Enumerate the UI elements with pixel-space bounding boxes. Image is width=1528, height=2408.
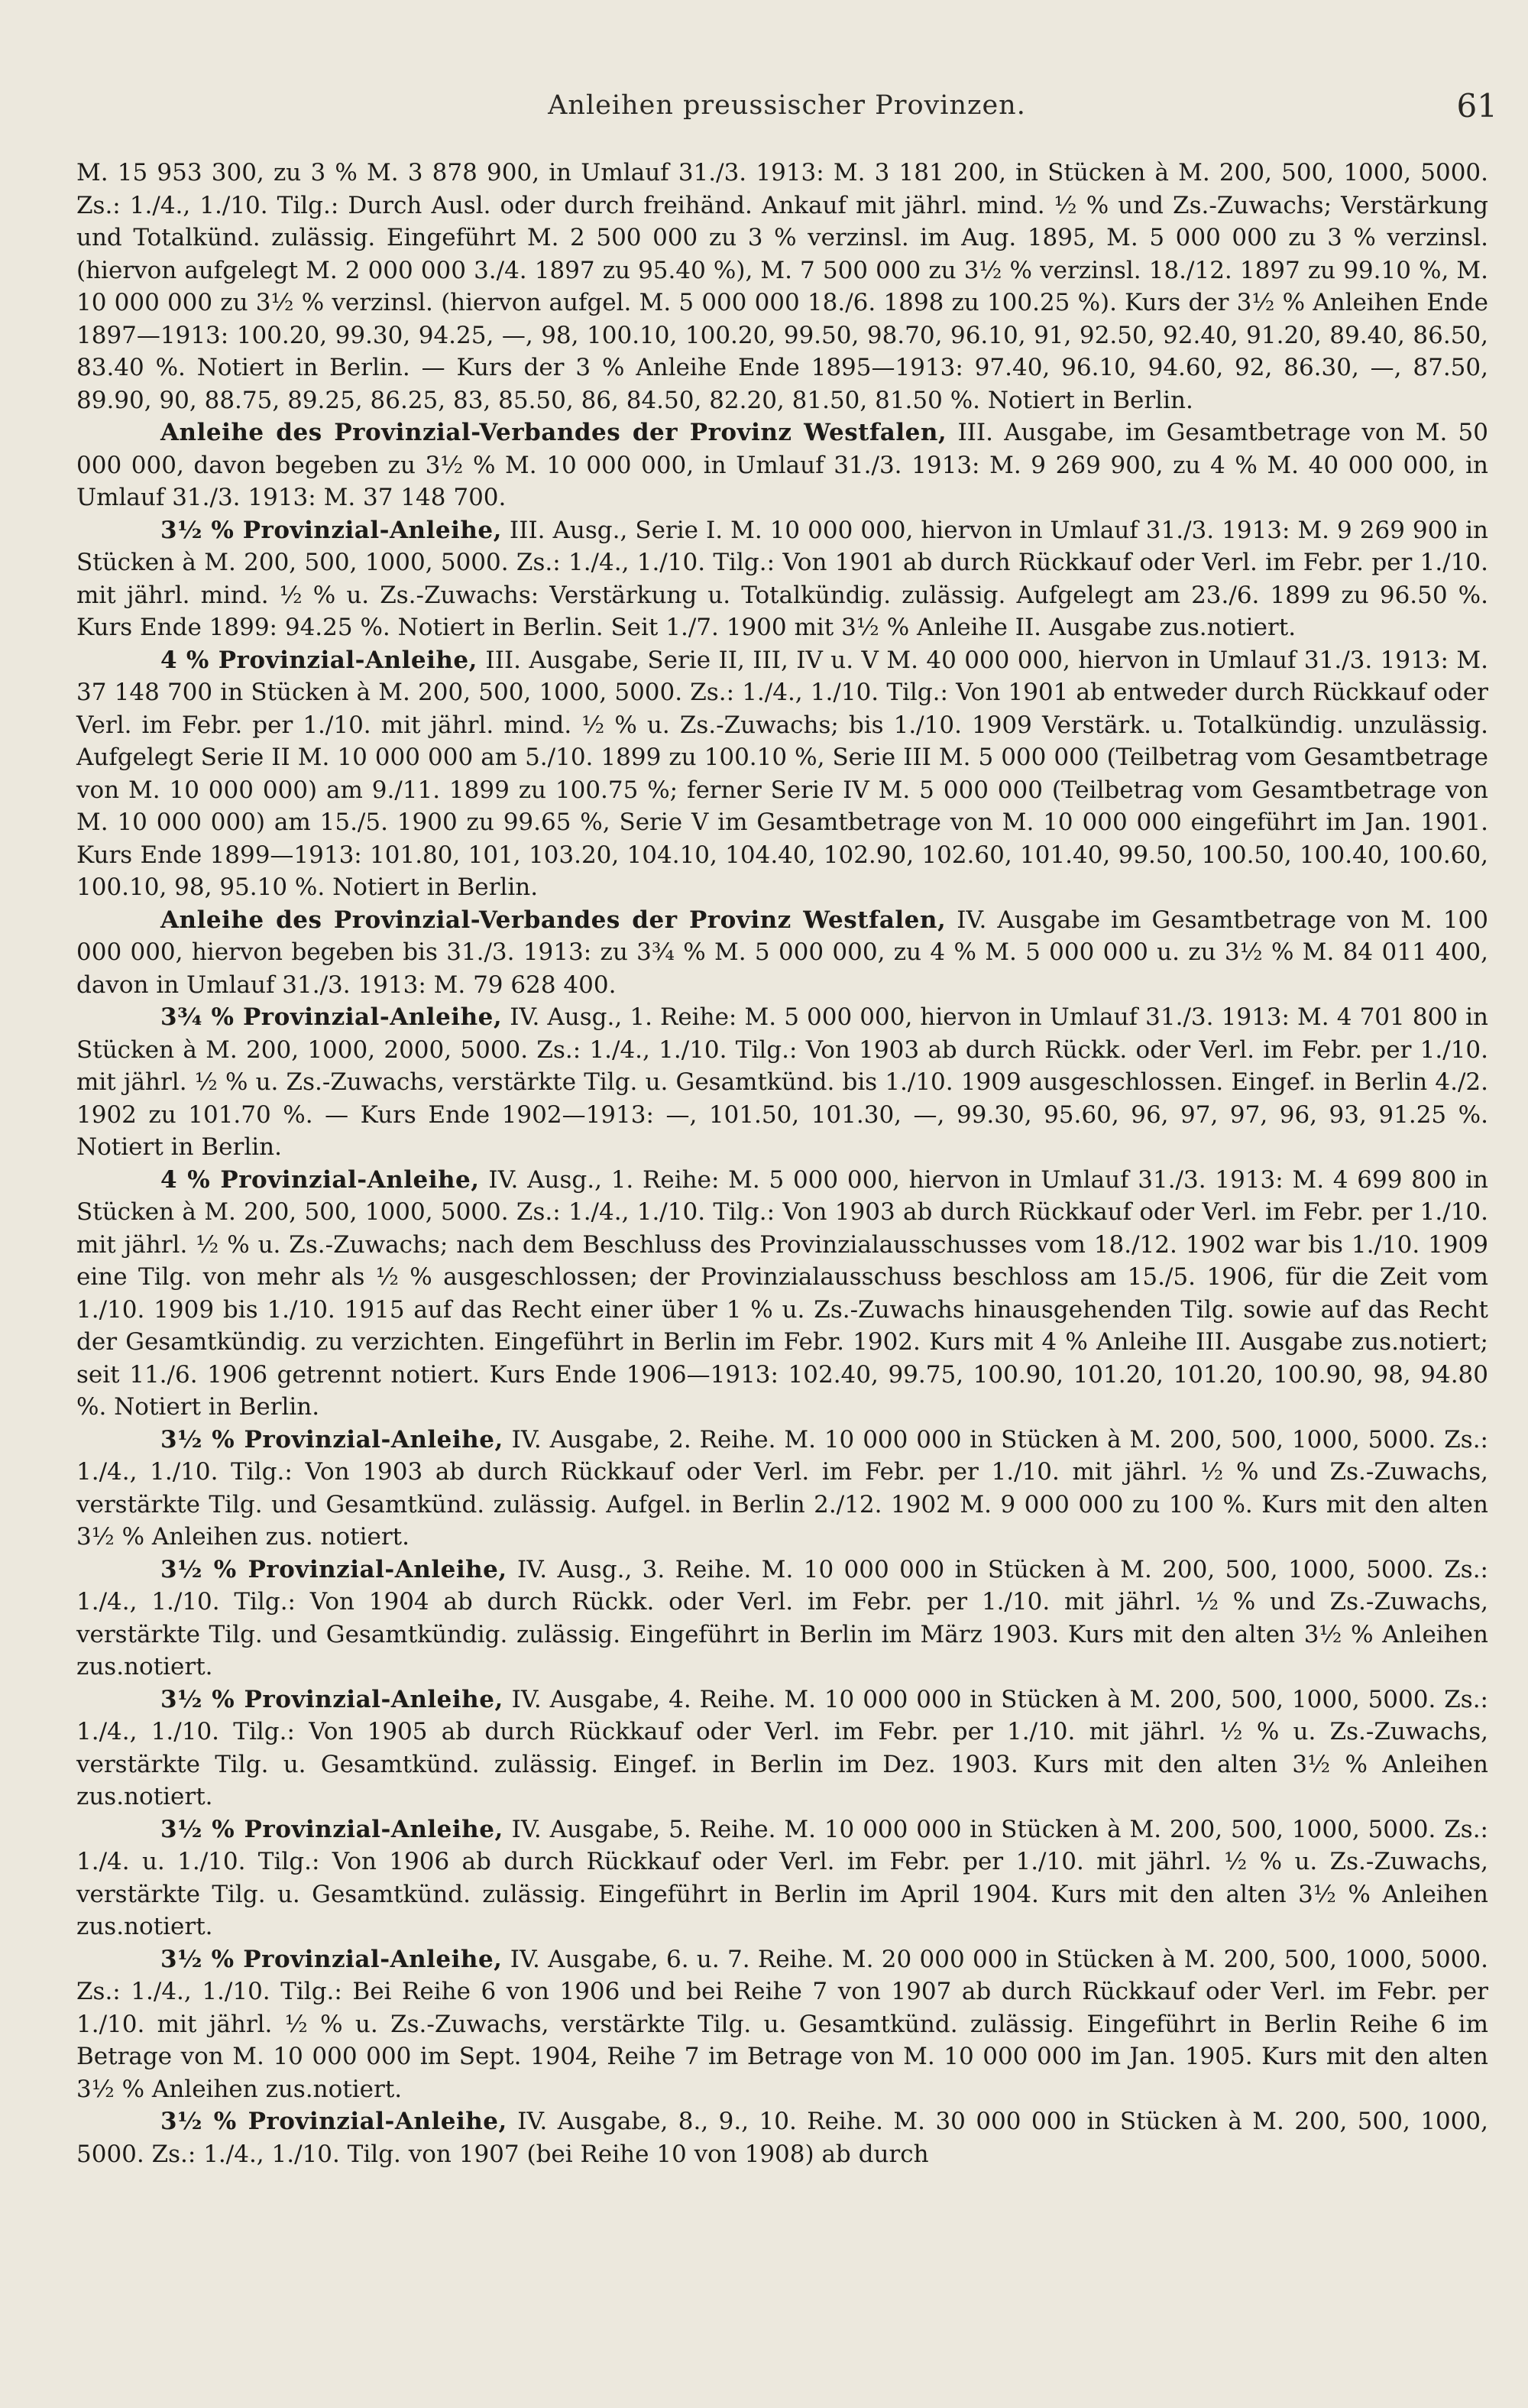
paragraph: [76, 1001, 1488, 1164]
paragraph-lead: 3½ % Provinzial-Anleihe,: [160, 1425, 503, 1454]
paragraph-text: IV. Ausg., 1. Reihe: M. 5 000 000, hiervon in Umlauf 31./3. 1913: M. 4 699 800 in Stücken à M. 200, 500, 1000, 5000. Zs.: 1./4., 1./10. Tilg.: Von 1903 ab durch Rückkauf oder Verl. im Febr. per 1./10. mit jährl. ½ % u. Zs.-Zuwachs; nach dem Beschluss des Provinzialausschusses vom 18./12. 1902 war bis 1./10. 1909 eine Tilg. von mehr als ½ % ausgeschlossen; der Provinzialausschuss beschloss am 15./5. 1906, für die Zeit vom 1./10. 1909 bis 1./10. 1915 auf das Recht einer über 1 % u. Zs.-Zuwachs hinausgehenden Tilg. sowie auf das Recht der Gesamtkündig. zu verzichten. Eingeführt in Berlin im Febr. 1902. Kurs mit 4 % Anleihe III. Ausgabe zus.notiert; seit 11./6. 1906 getrennt notiert. Kurs Ende 1906—1913: 102.40, 99.75, 100.90, 101.20, 101.20, 100.90, 98, 94.80 %. Notiert in Berlin.: [76, 1165, 1488, 1421]
paragraph-text: III. Ausg., Serie I. M. 10 000 000, hiervon in Umlauf 31./3. 1913: M. 9 269 900 in Stücken à M. 200, 500, 1000, 5000. Zs.: 1./4., 1./10. Tilg.: Von 1901 ab durch Rückkauf oder Verl. im Febr. per 1./10. mit jährl. mind. ½ % u. Zs.-Zuwachs: Verstärkung u. Totalkündig. zulässig. Aufgelegt am 23./6. 1899 zu 96.50 %. Kurs Ende 1899: 94.25 %. Notiert in Berlin. Seit 1./7. 1900 mit 3½ % Anleihe II. Ausgabe zus.notiert.: [76, 516, 1488, 641]
body-text: [76, 157, 1488, 2170]
paragraph-lead: 3¾ % Provinzial-Anleihe,: [160, 1003, 503, 1031]
paragraph: [76, 416, 1488, 514]
running-title: Anleihen preussischer Provinzen.: [548, 90, 1026, 121]
paragraph-lead: 4 % Provinzial-Anleihe,: [160, 646, 478, 674]
paragraph-text: IV. Ausgabe, 4. Reihe. M. 10 000 000 in Stücken à M. 200, 500, 1000, 5000. Zs.: 1./4., 1./10. Tilg.: Von 1905 ab durch Rückkauf oder Verl. im Febr. per 1./10. mit jährl. ½ % u. Zs.-Zuwachs, verstärkte Tilg. u. Gesamtkünd. zulässig. Eingef. in Berlin im Dez. 1903. Kurs mit den alten 3½ % Anleihen zus.notiert.: [76, 1685, 1488, 1810]
paragraph-text: IV. Ausgabe im Gesamtbetrage von M. 100 000 000, hiervon begeben bis 31./3. 1913: zu 3¾ % M. 5 000 000, zu 4 % M. 5 000 000 u. zu 3½ % M. 84 011 400, davon in Umlauf 31./3. 1913: M. 79 628 400.: [76, 906, 1488, 999]
page-number: 61: [1456, 87, 1497, 125]
paragraph: [76, 2105, 1488, 2170]
paragraph: [76, 1554, 1488, 1684]
paragraph-lead: 3½ % Provinzial-Anleihe,: [160, 1815, 503, 1843]
paragraph-text: IV. Ausgabe, 6. u. 7. Reihe. M. 20 000 000 in Stücken à M. 200, 500, 1000, 5000. Zs.: 1./4., 1./10. Tilg.: Bei Reihe 6 von 1906 und bei Reihe 7 von 1907 ab durch Rückkauf oder Verl. im Febr. per 1./10. mit jährl. ½ % u. Zs.-Zuwachs, verstärkte Tilg. u. Gesamtkünd. zulässig. Eingeführt in Berlin Reihe 6 im Betrage von M. 10 000 000 im Sept. 1904, Reihe 7 im Betrage von M. 10 000 000 im Jan. 1905. Kurs mit den alten 3½ % Anleihen zus.notiert.: [76, 1945, 1488, 2103]
paragraph-lead: 3½ % Provinzial-Anleihe,: [160, 2108, 507, 2135]
paragraph-text: III. Ausgabe, Serie II, III, IV u. V M. 40 000 000, hiervon in Umlauf 31./3. 1913: M. 37 148 700 in Stücken à M. 200, 500, 1000, 5000. Zs.: 1./4., 1./10. Tilg.: Von 1901 ab entweder durch Rückkauf oder Verl. im Febr. per 1./10. mit jährl. mind. ½ % u. Zs.-Zuwachs; bis 1./10. 1909 Verstärk. u. Totalkündig. unzulässig. Aufgelegt Serie II M. 10 000 000 am 5./10. 1899 zu 100.10 %, Serie III M. 5 000 000 (Teilbetrag vom Gesamtbetrage von M. 10 000 000) am 9./11. 1899 zu 100.75 %; ferner Serie IV M. 5 000 000 (Teilbetrag vom Gesamtbetrage von M. 10 000 000) am 15./5. 1900 zu 99.65 %, Serie V im Gesamtbetrage von M. 10 000 000 eingeführt im Jan. 1901. Kurs Ende 1899—1913: 101.80, 101, 103.20, 104.10, 104.40, 102.90, 102.60, 101.40, 99.50, 100.50, 100.40, 100.60, 100.10, 98, 95.10 %. Notiert in Berlin.: [76, 646, 1488, 901]
paragraph-text: IV. Ausg., 1. Reihe: M. 5 000 000, hiervon in Umlauf 31./3. 1913: M. 4 701 800 in Stücken à M. 200, 1000, 2000, 5000. Zs.: 1./4., 1./10. Tilg.: Von 1903 ab durch Rückk. oder Verl. im Febr. per 1./10. mit jährl. ½ % u. Zs.-Zuwachs, verstärkte Tilg. u. Gesamtkünd. bis 1./10. 1909 ausgeschlossen. Eingef. in Berlin 4./2. 1902 zu 101.70 %. — Kurs Ende 1902—1913: —, 101.50, 101.30, —, 99.30, 95.60, 96, 97, 97, 96, 93, 91.25 %. Notiert in Berlin.: [76, 1003, 1489, 1161]
paragraph-lead: 3½ % Provinzial-Anleihe,: [160, 1685, 503, 1713]
paragraph-lead: 3½ % Provinzial-Anleihe,: [160, 1945, 503, 1973]
paragraph-lead: 4 % Provinzial-Anleihe,: [160, 1165, 480, 1194]
page-header: [76, 87, 1497, 136]
paragraph-lead: 3½ % Provinzial-Anleihe,: [160, 1555, 507, 1583]
paragraph: [76, 157, 1488, 416]
paragraph: [76, 1684, 1488, 1813]
paragraph-text: IV. Ausgabe, 2. Reihe. M. 10 000 000 in Stücken à M. 200, 500, 1000, 5000. Zs.: 1./4., 1./10. Tilg.: Von 1903 ab durch Rückkauf oder Verl. im Febr. per 1./10. mit jährl. ½ % und Zs.-Zuwachs, verstärkte Tilg. und Gesamtkünd. zulässig. Aufgel. in Berlin 2./12. 1902 M. 9 000 000 zu 100 %. Kurs mit den alten 3½ % Anleihen zus. notiert.: [76, 1425, 1488, 1551]
paragraph-lead: Anleihe des Provinzial-Verbandes der Provinz Westfalen,: [160, 419, 947, 446]
paragraph-lead: Anleihe des Provinzial-Verbandes der Provinz Westfalen,: [160, 906, 947, 934]
paragraph-text: IV. Ausgabe, 5. Reihe. M. 10 000 000 in Stücken à M. 200, 500, 1000, 5000. Zs.: 1./4. u. 1./10. Tilg.: Von 1906 ab durch Rückkauf oder Verl. im Febr. per 1./10. mit jährl. ½ % u. Zs.-Zuwachs, verstärkte Tilg. u. Gesamtkünd. zulässig. Eingeführt in Berlin im April 1904. Kurs mit den alten 3½ % Anleihen zus.notiert.: [76, 1815, 1488, 1940]
paragraph: [76, 1424, 1488, 1554]
paragraph-text: III. Ausgabe, im Gesamtbetrage von M. 50 000 000, davon begeben zu 3½ % M. 10 000 000, in Umlauf 31./3. 1913: M. 9 269 900, zu 4 % M. 40 000 000, in Umlauf 31./3. 1913: M. 37 148 700.: [76, 419, 1488, 511]
paragraph-text: IV. Ausgabe, 8., 9., 10. Reihe. M. 30 000 000 in Stücken à M. 200, 500, 1000, 5000. Zs.: 1./4., 1./10. Tilg. von 1907 (bei Reihe 10 von 1908) ab durch: [76, 2108, 1488, 2168]
paragraph: [76, 904, 1488, 1002]
paragraph: [76, 644, 1488, 904]
paragraph: [76, 1943, 1488, 2106]
paragraph-text: IV. Ausg., 3. Reihe. M. 10 000 000 in Stücken à M. 200, 500, 1000, 5000. Zs.: 1./4., 1./10. Tilg.: Von 1904 ab durch Rückk. oder Verl. im Febr. per 1./10. mit jährl. ½ % und Zs.-Zuwachs, verstärkte Tilg. und Gesamtkündig. zulässig. Eingeführt in Berlin im März 1903. Kurs mit den alten 3½ % Anleihen zus.notiert.: [76, 1555, 1488, 1680]
paragraph: [76, 514, 1488, 644]
paragraph-text: M. 15 953 300, zu 3 % M. 3 878 900, in Umlauf 31./3. 1913: M. 3 181 200, in Stücken à M. 200, 500, 1000, 5000. Zs.: 1./4., 1./10. Tilg.: Durch Ausl. oder durch freihänd. Ankauf mit jährl. mind. ½ % und Zs.-Zuwachs; Verstärkung und Totalkünd. zulässig. Eingeführt M. 2 500 000 zu 3 % verzinsl. im Aug. 1895, M. 5 000 000 zu 3 % verzinsl. (hiervon aufgelegt M. 2 000 000 3./4. 1897 zu 95.40 %), M. 7 500 000 zu 3½ % verzinsl. 18./12. 1897 zu 99.10 %, M. 10 000 000 zu 3½ % verzinsl. (hiervon aufgel. M. 5 000 000 18./6. 1898 zu 100.25 %). Kurs der 3½ % Anleihen Ende 1897—1913: 100.20, 99.30, 94.25, —, 98, 100.10, 100.20, 99.50, 98.70, 96.10, 91, 92.50, 92.40, 91.20, 89.40, 86.50, 83.40 %. Notiert in Berlin. — Kurs der 3 % Anleihe Ende 1895—1913: 97.40, 96.10, 94.60, 92, 86.30, —, 87.50, 89.90, 90, 88.75, 89.25, 86.25, 83, 85.50, 86, 84.50, 82.20, 81.50, 81.50 %. Notiert in Berlin.: [76, 159, 1488, 414]
paragraph: [76, 1164, 1488, 1424]
paragraph-lead: 3½ % Provinzial-Anleihe,: [160, 516, 502, 544]
paragraph: [76, 1813, 1488, 1943]
